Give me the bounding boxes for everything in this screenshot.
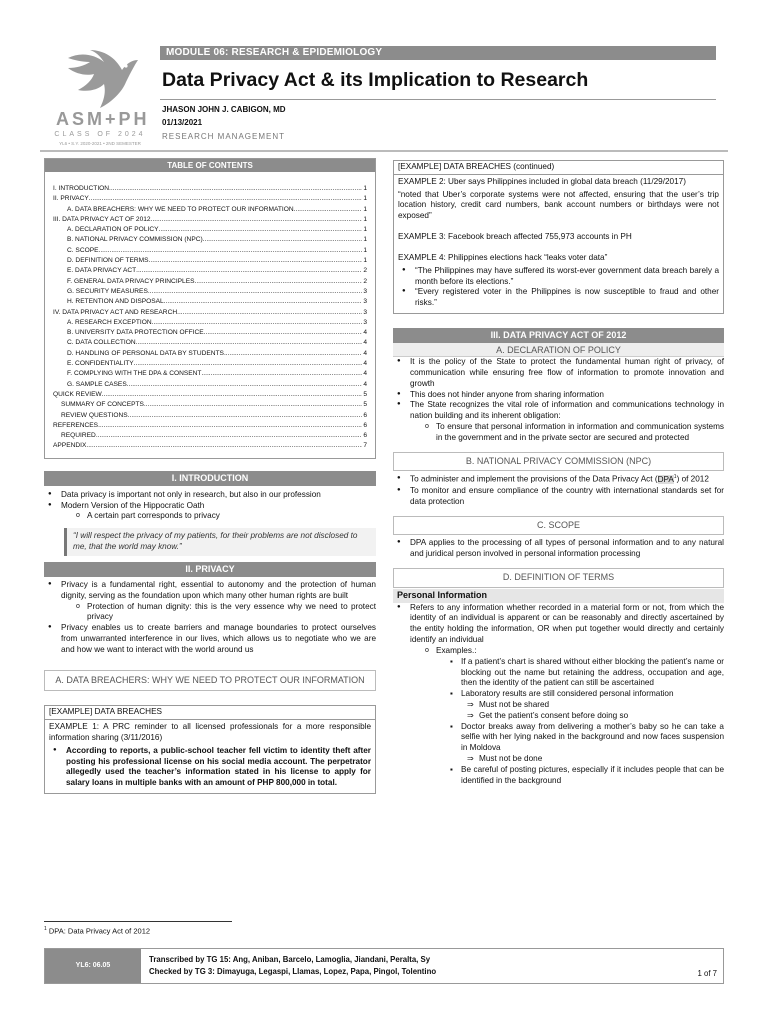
- toc-entry[interactable]: [53, 235, 367, 245]
- logo-wordmark: ASM+PH: [56, 109, 150, 129]
- toc-entry[interactable]: [53, 400, 367, 410]
- toc-entry[interactable]: [53, 225, 367, 235]
- example-2-quote: “noted that Uber’s corporate systems were not affected, ensuring that the user’s trip location history, credit card numbers, bank account numbers or birthdays were not exposed”: [398, 189, 719, 221]
- list-item: o To ensure that personal information in information and communication systems in the government and in the private sector are secured and protected: [424, 422, 724, 444]
- toc-leader-dots: [152, 318, 363, 328]
- toc-entry-title: SUMMARY OF CONCEPTS: [61, 401, 144, 409]
- list-item: o A certain part corresponds to privacy: [75, 511, 376, 522]
- toc-entry-title: H. RETENTION AND DISPOSAL: [67, 298, 164, 306]
- list-item: ⇒ Must not be shared: [467, 700, 724, 711]
- list-item: ● DPA applies to the processing of all types of personal information and to any natural and juridical person involved in personal information processing: [393, 538, 724, 560]
- list-item: ● Modern Version of the Hippocratic Oath o A certain part corresponds to privacy: [44, 501, 376, 523]
- toc-entry[interactable]: [53, 256, 367, 266]
- example-2: EXAMPLE 2: Uber says Philippines included in global data breach (11/29/2017): [398, 176, 686, 186]
- introduction-list: [44, 490, 376, 522]
- toc-entry[interactable]: [53, 266, 367, 276]
- subject-label: RESEARCH MANAGEMENT: [162, 132, 286, 141]
- toc-leader-dots: [177, 308, 362, 318]
- toc-entry[interactable]: [53, 194, 367, 204]
- toc-heading: TABLE OF CONTENTS: [45, 159, 375, 172]
- example-4: EXAMPLE 4: Philippines elections hack “leaks voter data”: [398, 252, 608, 262]
- toc-entry[interactable]: [53, 411, 367, 421]
- toc-entry-page: 1: [363, 246, 367, 254]
- toc-entry[interactable]: [53, 246, 367, 256]
- toc-leader-dots: [102, 390, 363, 400]
- toc-leader-dots: [144, 400, 362, 410]
- toc-leader-dots: [149, 256, 363, 266]
- toc-entry-page: 1: [363, 236, 367, 244]
- list-item: ▪ If a patient’s chart is shared without either blocking the patient’s name or blocking out the name but retaining the address, occupation and age, then the identity of the patient can still be ascertained: [450, 657, 724, 689]
- toc-entry-title: REVIEW QUESTIONS: [61, 411, 128, 419]
- toc-entry[interactable]: [53, 349, 367, 359]
- box-heading: [EXAMPLE] DATA BREACHES (continued): [394, 161, 723, 175]
- section-privacy-heading: II. PRIVACY: [44, 562, 376, 577]
- toc-entry[interactable]: [53, 318, 367, 328]
- list-item: ● The State recognizes the vital role of information and communications technology in nation building and its inherent obligation: o To ensure that personal information in information and communication systems in the government and in the private sector are secured and protected: [393, 400, 724, 443]
- list-item: ● This does not hinder anyone from sharing information: [393, 390, 724, 401]
- toc-entry-page: 6: [363, 432, 367, 440]
- toc-leader-dots: [224, 349, 362, 359]
- toc-leader-dots: [158, 225, 362, 235]
- toc-leader-dots: [134, 359, 363, 369]
- toc-entry-title: D. DEFINITION OF TERMS: [67, 257, 149, 265]
- toc-entry[interactable]: [53, 205, 367, 215]
- toc-entry[interactable]: [53, 287, 367, 297]
- toc-entry-title: F. COMPLYING WITH THE DPA & CONSENT: [67, 370, 202, 378]
- list-item: ● Data privacy is important not only in research, but also in our profession: [44, 490, 376, 501]
- toc-entry[interactable]: [53, 390, 367, 400]
- toc-leader-dots: [148, 287, 362, 297]
- toc-entry-title: III. DATA PRIVACY ACT OF 2012: [53, 215, 151, 223]
- list-item: ● To administer and implement the provisions of the Data Privacy Act (DPA$^1$) of 2012: [393, 474, 724, 486]
- toc-leader-dots: [294, 205, 363, 215]
- toc-leader-dots: [136, 338, 363, 348]
- toc-entry-page: 1: [363, 226, 367, 234]
- toc-entry-title: B. NATIONAL PRIVACY COMMISSION (NPC): [67, 236, 203, 244]
- toc-leader-dots: [109, 184, 362, 194]
- toc-entry-page: 2: [363, 267, 367, 275]
- toc-entry[interactable]: [53, 308, 367, 318]
- toc-leader-dots: [136, 266, 362, 276]
- toc-leader-dots: [127, 380, 363, 390]
- toc-entry-page: 4: [363, 360, 367, 368]
- scope-heading: C. SCOPE: [393, 516, 724, 536]
- toc-entry-title: F. GENERAL DATA PRIVACY PRINCIPLES: [67, 277, 195, 285]
- toc-entry-page: 4: [363, 349, 367, 357]
- list-item: ● Privacy is a fundamental right, essential to autonomy and the protection of human dignity, serving as the foundation upon which many other human rights are built o Protection of human dignity: this is the very essence why we need to protect privacy: [44, 580, 376, 623]
- toc-entry[interactable]: [53, 277, 367, 287]
- checked-by: Checked by TG 3: Dimayuga, Legaspi, Llamas, Lopez, Papa, Pingol, Tolentino: [149, 967, 437, 976]
- data-breachers-heading: A. DATA BREACHERS: WHY WE NEED TO PROTECT OUR INFORMATION: [44, 670, 376, 692]
- toc-entry-title: C. DATA COLLECTION: [67, 339, 136, 347]
- page-title: Data Privacy Act & its Implication to Research: [162, 69, 589, 91]
- toc-list: [45, 172, 375, 458]
- list-item: ● It is the policy of the State to protect the fundamental human right of privacy, of communication while ensuring free flow of information to promote innovation and growth: [393, 357, 724, 389]
- toc-entry[interactable]: [53, 338, 367, 348]
- list-item: ● According to reports, a public-school teacher fell victim to identity theft after posting his professional license on his social media account. The perpetrator allegedly used the teacher’s information stated in his license to apply for salary loans in multiple banks with an amount of PHP 800,000 in total.: [49, 746, 371, 789]
- toc-entry-title: IV. DATA PRIVACY ACT AND RESEARCH: [53, 308, 178, 316]
- toc-leader-dots: [99, 246, 363, 256]
- list-item: ⇒ Must not be done: [467, 754, 724, 765]
- list-item: o Examples.: ▪ If a patient’s chart is shared without either blocking the patient’s name or blocking out the name but retaining the address, occupation and age, then the identity of the patient can still be ascertained ▪ Laboratory results are still considered personal information ⇒ Must not be shared ⇒ Get the patient’s consent before doing so ▪ Doctor breaks away from delivering a mother’s baby so he can take a selfie with her lying naked in the background and now faces suspension in Moldova ⇒ Must not be done ▪ Be careful of posting pictures, especially if it includes people that can be identified in the background: [424, 646, 724, 787]
- toc-entry-page: 1: [363, 185, 367, 192]
- toc-leader-dots: [86, 441, 362, 451]
- toc-entry-title: A. DATA BREACHERS: WHY WE NEED TO PROTECT OUR INFORMATION: [67, 205, 294, 213]
- toc-leader-dots: [89, 194, 363, 204]
- toc-entry[interactable]: [53, 297, 367, 307]
- scope-list: [393, 538, 724, 560]
- toc-entry-page: 4: [363, 370, 367, 378]
- toc-entry-title: REFERENCES: [53, 421, 99, 429]
- list-item: ▪ Doctor breaks away from delivering a mother’s baby so he can take a selfie with her lying naked in the background and now faces suspension in Moldova ⇒ Must not be done: [450, 722, 724, 765]
- page-footer: [44, 948, 724, 984]
- toc-entry-page: 3: [363, 318, 367, 326]
- toc-entry-title: E. DATA PRIVACY ACT: [67, 267, 137, 275]
- toc-leader-dots: [164, 297, 363, 307]
- toc-entry-page: 1: [363, 195, 367, 203]
- school-logo: [50, 48, 150, 152]
- dpa-abbr: DPA: [657, 475, 674, 485]
- header-divider: [40, 150, 728, 152]
- list-item: ▪ Laboratory results are still considered personal information ⇒ Must not be shared ⇒ Get the patient’s consent before doing so: [450, 689, 724, 721]
- toc-entry-page: 7: [363, 442, 367, 450]
- toc-leader-dots: [201, 369, 362, 379]
- hippocratic-quote: “I will respect the privacy of my patients, for their problems are not disclosed to me, that the world may know.”: [64, 528, 376, 556]
- toc-leader-dots: [98, 421, 362, 431]
- npc-heading: B. NATIONAL PRIVACY COMMISSION (NPC): [393, 452, 724, 472]
- list-item: ● “The Philippines may have suffered its worst-ever government data breach barely a month before its elections.”: [398, 266, 719, 288]
- toc-entry[interactable]: [53, 380, 367, 390]
- toc-entry-page: 4: [363, 339, 367, 347]
- list-item: ● Privacy enables us to create barriers and manage boundaries to protect ourselves from unwarranted interference in our lives, which allows us to negotiate who we are and how we want to interact with the world around us: [44, 623, 376, 655]
- toc-entry[interactable]: [53, 215, 367, 225]
- toc-entry-title: I. INTRODUCTION: [53, 185, 110, 192]
- right-column: [393, 158, 724, 787]
- list-item: ● To monitor and ensure compliance of the country with international standards set for data protection: [393, 486, 724, 508]
- list-item: ● “Every registered voter in the Philippines is now susceptible to fraud and other risks.”: [398, 287, 719, 309]
- toc-entry[interactable]: [53, 359, 367, 369]
- toc-entry[interactable]: [53, 184, 367, 194]
- footnote: $^1$ DPA: Data Privacy Act of 2012: [44, 926, 151, 936]
- toc-entry-title: A. DECLARATION OF POLICY: [67, 226, 159, 234]
- toc-entry-page: 2: [363, 277, 367, 285]
- definition-of-terms-heading: D. DEFINITION OF TERMS: [393, 568, 724, 588]
- left-column: [44, 158, 376, 794]
- footnote-divider: [44, 921, 232, 922]
- section-introduction-heading: I. INTRODUCTION: [44, 471, 376, 486]
- page-number: 1 of 7: [697, 968, 717, 978]
- toc-entry-title: A. RESEARCH EXCEPTION: [67, 318, 152, 326]
- author: JHASON JOHN J. CABIGON, MD: [162, 105, 286, 114]
- declaration-of-policy-heading: A. DECLARATION OF POLICY: [393, 343, 724, 357]
- toc-entry-page: 4: [363, 380, 367, 388]
- toc-entry[interactable]: [53, 328, 367, 338]
- toc-entry-page: 5: [363, 401, 367, 409]
- example-3: EXAMPLE 3: Facebook breach affected 755,973 accounts in PH: [398, 232, 632, 242]
- toc-entry-title: C. SCOPE: [67, 246, 99, 254]
- section-dpa-heading: III. DATA PRIVACY ACT OF 2012: [393, 328, 724, 343]
- toc-entry-page: 6: [363, 411, 367, 419]
- toc-entry-page: 3: [363, 298, 367, 306]
- toc-entry-page: 1: [363, 257, 367, 265]
- toc-leader-dots: [151, 215, 363, 225]
- toc-leader-dots: [203, 235, 363, 245]
- toc-entry-page: 6: [363, 421, 367, 429]
- list-item: ▪ Be careful of posting pictures, especially if it includes people that can be identified in the background: [450, 765, 724, 787]
- toc-entry-page: 3: [363, 287, 367, 295]
- toc-entry[interactable]: [53, 421, 367, 431]
- module-bar: MODULE 06: RESEARCH & EPIDEMIOLOGY: [160, 46, 716, 60]
- toc-entry-page: 3: [363, 308, 367, 316]
- transcribed-by: Transcribed by TG 15: Ang, Aniban, Barcelo, Lamoglia, Jiandani, Peralta, Sy: [149, 955, 431, 964]
- logo-subtext: YL6 • S.Y. 2020-2021 • 2ND SEMESTER: [59, 141, 141, 146]
- box-heading: [EXAMPLE] DATA BREACHES: [45, 706, 375, 720]
- toc-entry-title: REQUIRED: [61, 432, 96, 440]
- footer-credits: [141, 949, 663, 983]
- title-divider: [160, 99, 716, 100]
- footer-tag: YL6: 06.05: [45, 949, 141, 983]
- list-item: ● Refers to any information whether recorded in a material form or not, from which the identity of an individual is apparent or can be reasonably and directly ascertained by the entity holding the information, OR when put together would directly and certainly identify an individual o Examples.: ▪ If a patient’s chart is shared without either blocking the patient’s name or blocking out the name but retaining the address, occupation and age, then the identity of the patient can still be ascertained ▪ Laboratory results are still considered personal information ⇒ Must not be shared ⇒ Get the patient’s consent before doing so ▪ Doctor breaks away from delivering a mother’s baby so he can take a selfie with her lying naked in the background and now faces suspension in Moldova ⇒ Must not be done ▪ Be careful of posting pictures, especially if it includes people that can be identified in the background: [393, 603, 724, 787]
- table-of-contents: [44, 158, 376, 459]
- declaration-list: [393, 357, 724, 444]
- toc-entry-title: E. CONFIDENTIALITY: [67, 360, 134, 368]
- list-item: o Protection of human dignity: this is the very essence why we need to protect privacy: [75, 602, 376, 624]
- toc-leader-dots: [204, 328, 363, 338]
- toc-leader-dots: [96, 431, 363, 441]
- footnote-ref[interactable]: 1: [673, 474, 677, 481]
- example-1: EXAMPLE 1: A PRC reminder to all licensed professionals for a more responsible information sharing (3/11/2016): [49, 722, 371, 742]
- toc-entry-page: 5: [363, 390, 367, 398]
- eagle-logo-icon: [60, 48, 140, 110]
- toc-entry-title: B. UNIVERSITY DATA PROTECTION OFFICE: [67, 329, 204, 337]
- toc-entry[interactable]: [53, 441, 367, 451]
- toc-entry-title: APPENDIX: [53, 442, 87, 450]
- toc-entry-page: 4: [363, 329, 367, 337]
- toc-entry-title: D. HANDLING OF PERSONAL DATA BY STUDENTS: [67, 349, 224, 357]
- toc-entry-title: II. PRIVACY: [53, 195, 89, 203]
- personal-information-heading: Personal Information: [393, 589, 724, 603]
- toc-entry-page: 1: [363, 205, 367, 213]
- privacy-list: [44, 580, 376, 656]
- example-data-breaches-continued-box: [393, 160, 724, 314]
- lecture-date: 01/13/2021: [162, 118, 203, 127]
- list-item: ⇒ Get the patient’s consent before doing so: [467, 711, 724, 722]
- toc-entry-title: G. SECURITY MEASURES: [67, 287, 148, 295]
- toc-entry[interactable]: [53, 431, 367, 441]
- definition-list: [393, 603, 724, 787]
- toc-entry-page: 1: [363, 215, 367, 223]
- logo-class-of: CLASS OF 2024: [54, 131, 146, 138]
- toc-leader-dots: [195, 277, 363, 287]
- toc-entry-title: G. SAMPLE CASES: [67, 380, 127, 388]
- example-data-breaches-box: [44, 705, 376, 794]
- toc-entry-title: QUICK REVIEW: [53, 390, 102, 398]
- toc-leader-dots: [128, 411, 363, 421]
- npc-list: [393, 474, 724, 507]
- toc-entry[interactable]: [53, 369, 367, 379]
